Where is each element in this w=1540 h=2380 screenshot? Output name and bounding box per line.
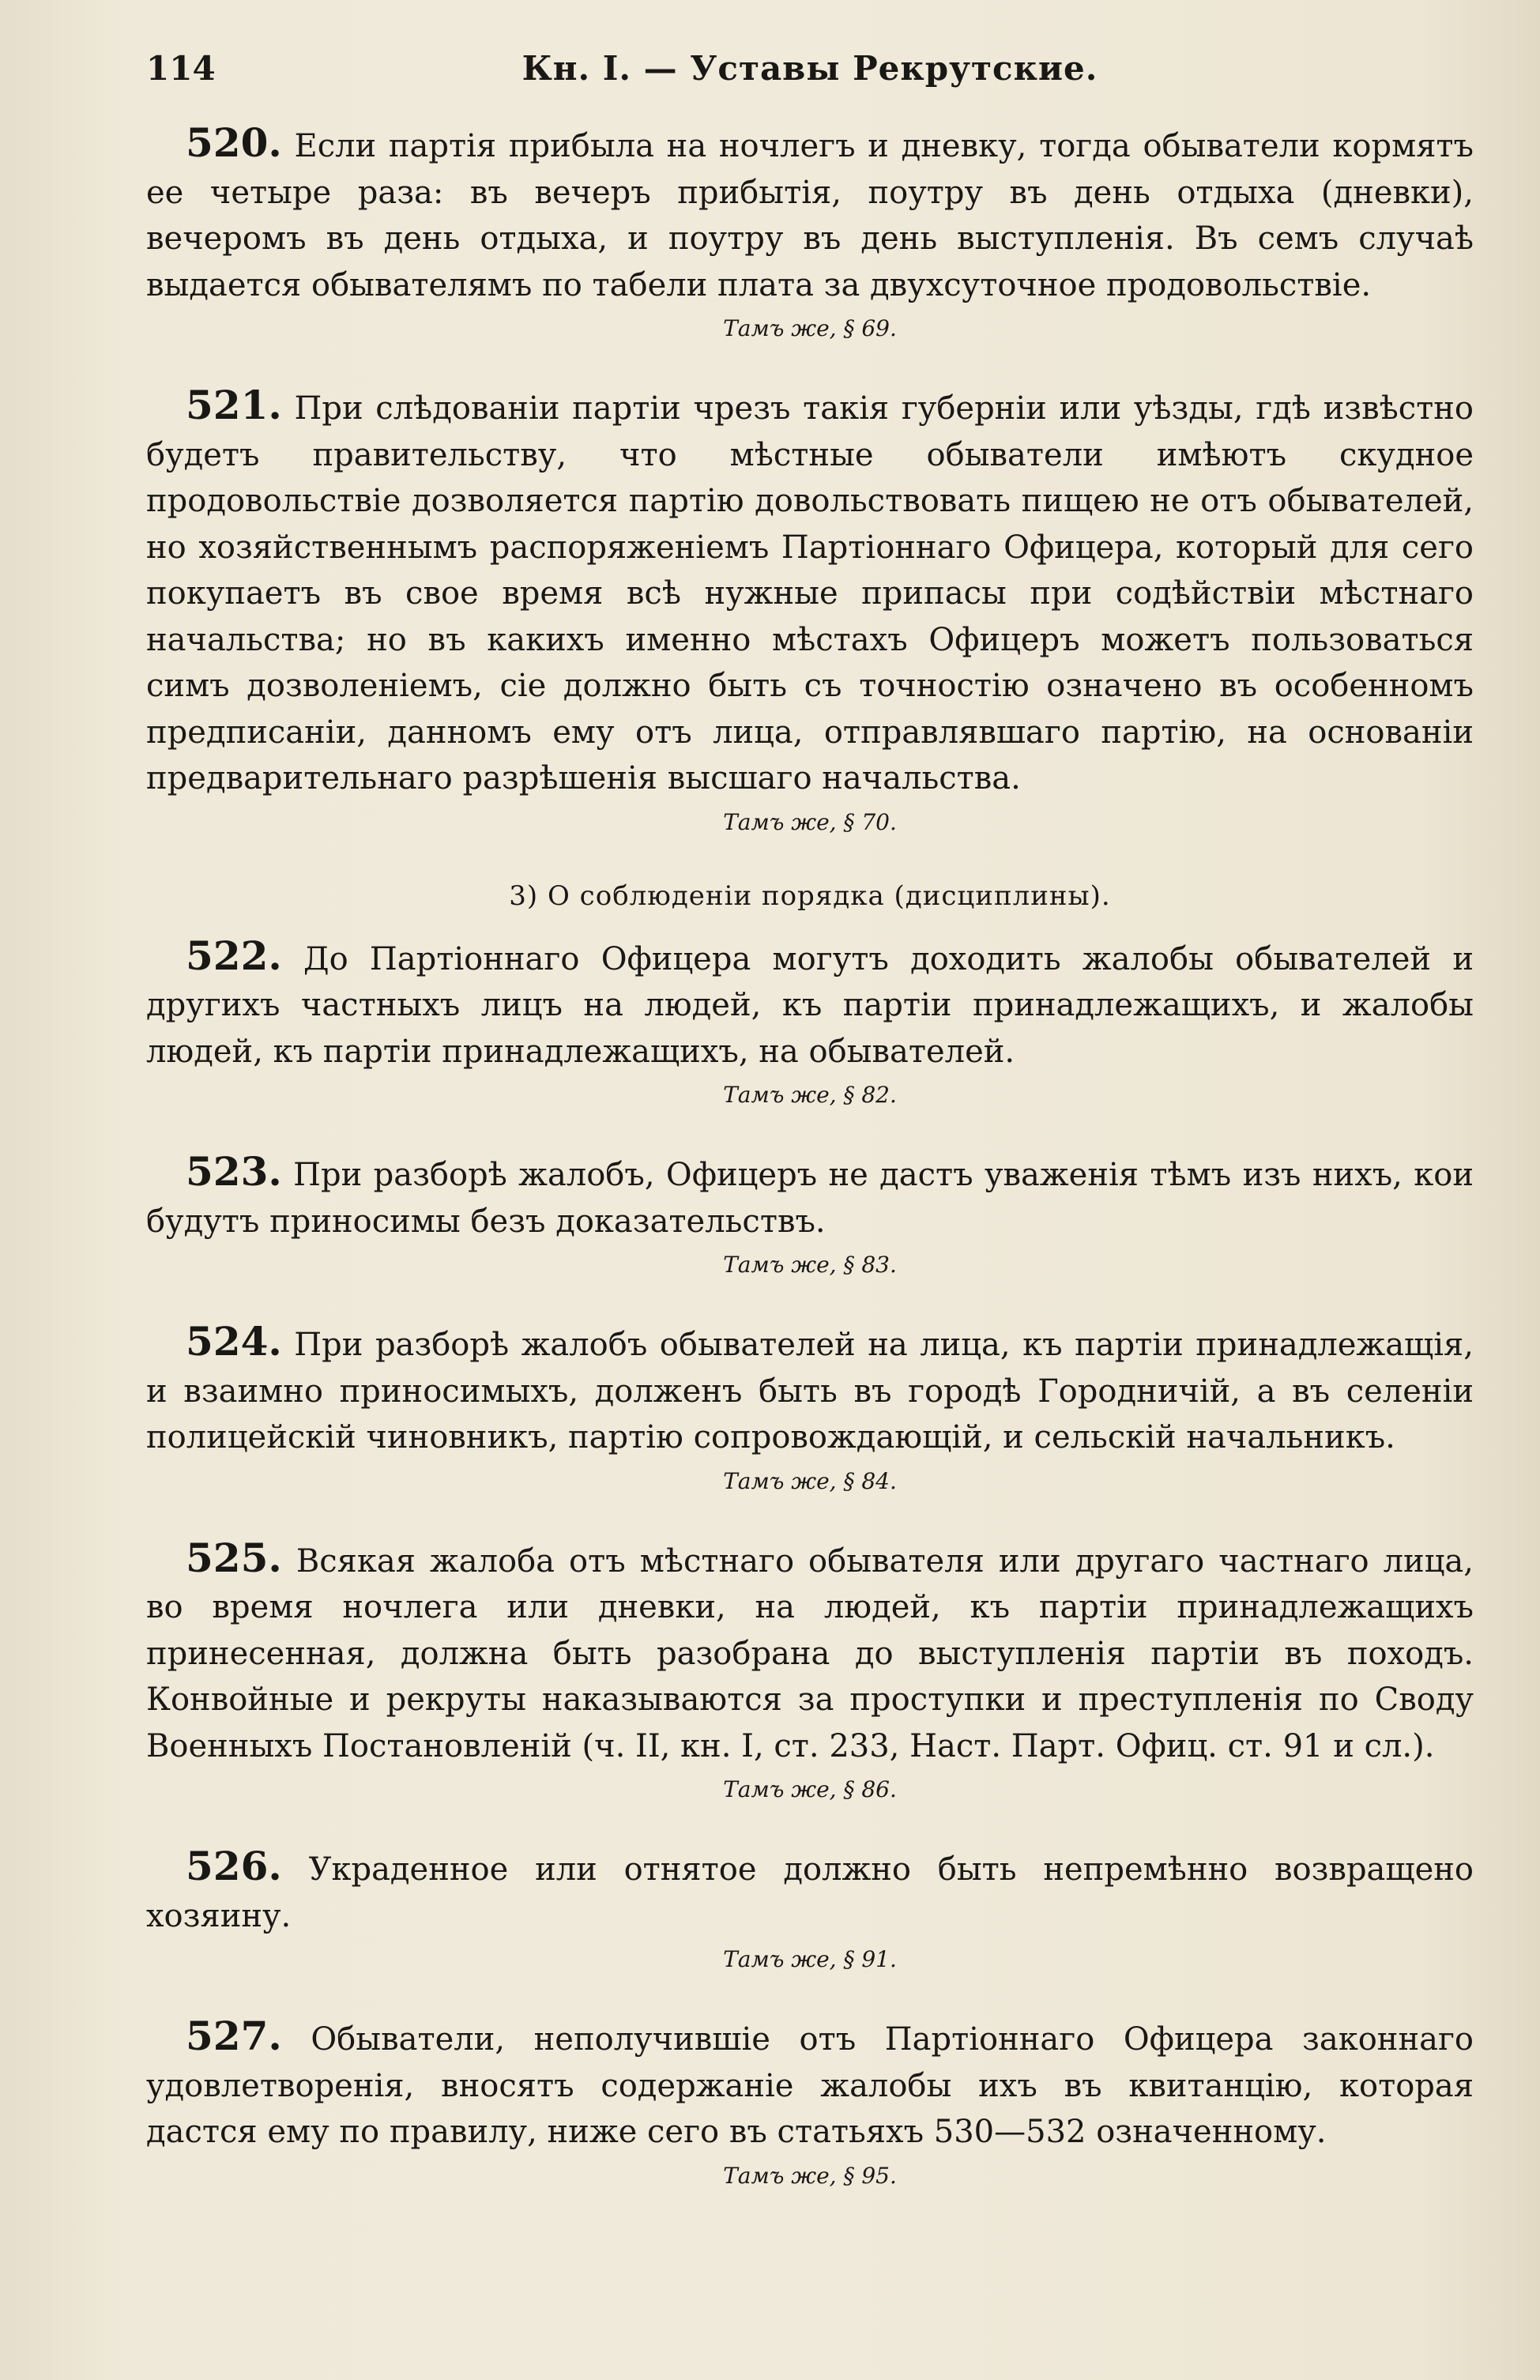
article-paragraph [146,1535,1474,1770]
article-text: При разборѣ жалобъ обывателей на лица, къ партіи принадлежащія, и взаимно приносимыхъ, долженъ быть въ городѣ Городничій, а въ селеніи полицейскій чиновникъ, партію сопровождающій, и сельскій начальникъ. [146,1327,1474,1455]
article-number: 524. [186,1318,282,1365]
source-reference: Тамъ же, § 82. [723,1082,897,1108]
article-525 [146,1535,1474,1808]
page-body [146,120,1474,2230]
article-paragraph [146,382,1474,802]
article-number: 521. [186,382,282,428]
article-text: Украденное или отнятое должно быть непремѣнно возвращено хозяину. [146,1851,1474,1934]
article-526 [146,1843,1474,1977]
article-522 [146,933,1474,1113]
article-number: 520. [186,119,282,166]
article-number: 523. [186,1148,282,1195]
article-text: При разборѣ жалобъ, Офицеръ не дастъ уваженія тѣмъ изъ нихъ, кои будутъ приносимы безъ доказательствъ. [146,1157,1474,1240]
source-reference: Тамъ же, § 84. [723,1467,897,1494]
article-text: Всякая жалоба отъ мѣстнаго обывателя или другаго частнаго лица, во время ночлега или дневки, на людей, къ партіи принадлежащихъ принесенная, должна быть разобрана до выступленія партіи въ походъ. Конвойные и рекруты наказываются за проступки и преступленія по Своду Военныхъ Постановленій (ч. II, кн. I, ст. 233, Наст. Парт. Офиц. ст. 91 и сл.). [146,1542,1474,1764]
article-number: 522. [186,932,282,979]
article-paragraph [146,1149,1474,1245]
article-text: До Партіоннаго Офицера могутъ доходить жалобы обывателей и другихъ частныхъ лицъ на людей, къ партіи принадлежащихъ, и жалобы людей, къ партіи принадлежащихъ, на обывателей. [146,940,1474,1070]
article-520 [146,120,1474,346]
section-heading: 3) О соблюденіи порядка (дисциплины). [509,879,1111,912]
article-paragraph [146,1843,1474,1939]
article-paragraph [146,120,1474,308]
source-reference: Тамъ же, § 91. [723,1946,897,1972]
page-number: 114 [146,49,216,88]
article-text: При слѣдованіи партіи чрезъ такія губерніи или уѣзды, гдѣ извѣстно будетъ правительству, что мѣстные обыватели имѣютъ скудное продовольствіе дозволяется партію довольствовать пищею не отъ обывателей, но хозяйственнымъ распоряженіемъ Партіоннаго Офицера, который для сего покупаетъ въ свое время всѣ нужные припасы при содѣйствіи мѣстнаго начальства; но въ какихъ именно мѣстахъ Офицеръ можетъ пользоваться симъ дозволеніемъ, сіе должно быть съ точностію означено въ особенномъ предписаніи, данномъ ему отъ лица, отправлявшаго партію, на основаніи предварительнаго разрѣшенія высшаго начальства. [146,390,1474,796]
article-paragraph [146,2013,1474,2156]
article-527 [146,2013,1474,2194]
source-reference: Тамъ же, § 83. [723,1252,897,1278]
page-header [146,49,1474,96]
article-text: Если партія прибыла на ночлегъ и дневку, тогда обыватели кормятъ ее четыре раза: въ вечеръ прибытія, поутру въ день отдыха (дневки), вечеромъ въ день отдыха, и поутру въ день выступленія. Въ семъ случаѣ выдается обывателямъ по табели плата за двухсуточное продовольствіе. [146,128,1474,303]
running-title: Кн. I. — Уставы Рекрутские. [521,49,1098,88]
source-reference: Тамъ же, § 70. [723,808,897,835]
article-number: 525. [186,1534,282,1581]
article-524 [146,1319,1474,1499]
source-reference: Тамъ же, § 69. [723,315,897,341]
article-text: Обыватели, неполучившіе отъ Партіоннаго Офицера законнаго удовлетворенія, вносятъ содержаніе жалобы ихъ въ квитанцію, которая дастся ему по правилу, ниже сего въ статьяхъ 530—532 означенному. [146,2021,1474,2150]
article-number: 526. [186,1843,282,1889]
article-number: 527. [186,2013,282,2059]
article-paragraph [146,1319,1474,1461]
article-521 [146,382,1474,840]
article-523 [146,1149,1474,1282]
source-reference: Тамъ же, § 86. [723,1776,897,1802]
article-paragraph [146,933,1474,1075]
source-reference: Тамъ же, § 95. [723,2162,897,2189]
